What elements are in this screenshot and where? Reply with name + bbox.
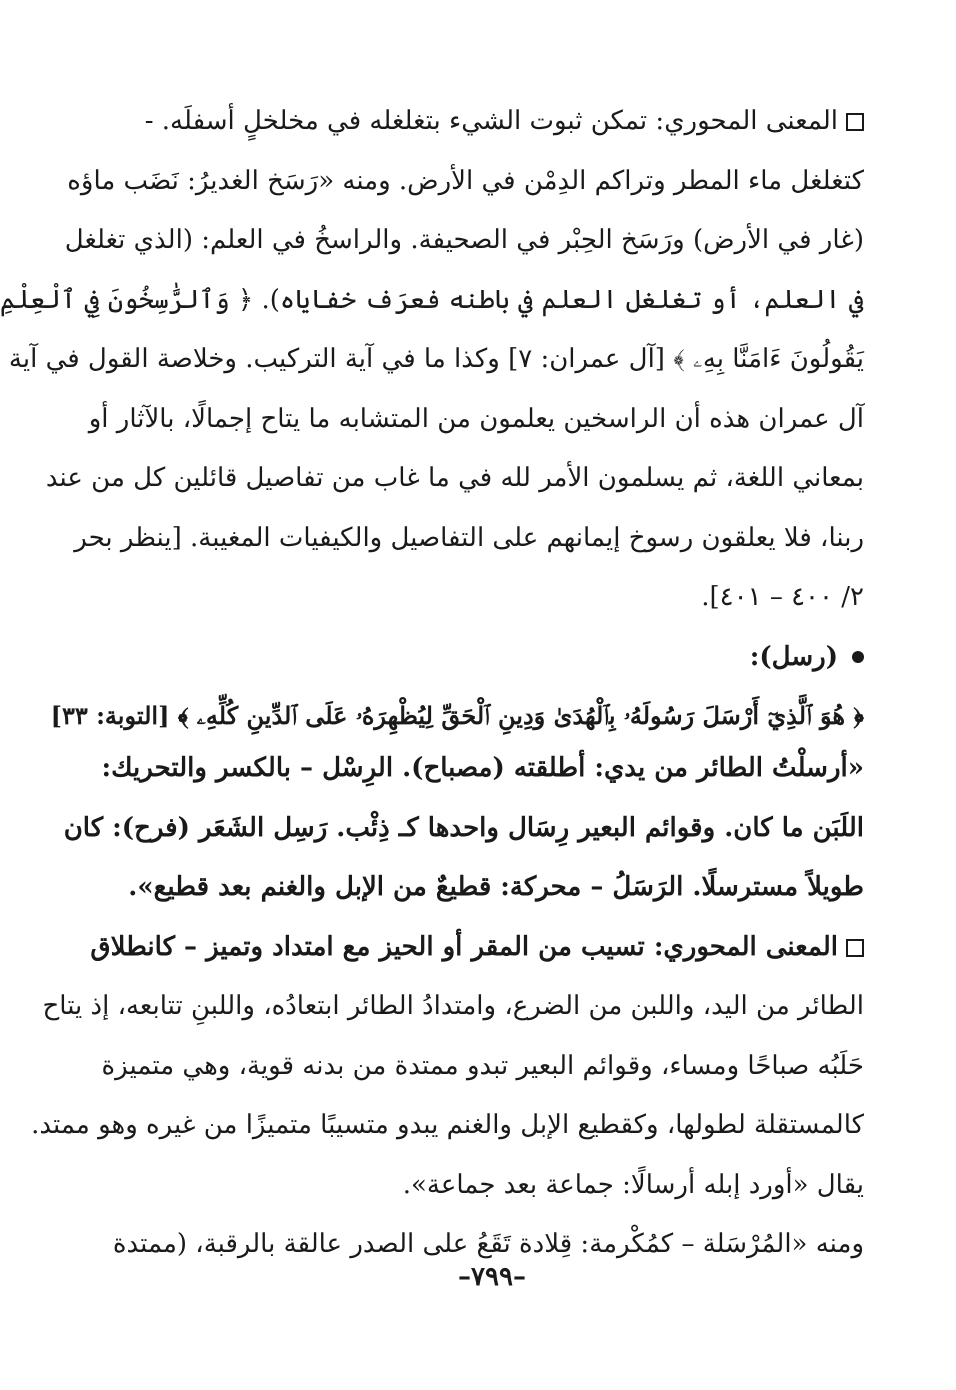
text-line: الطائر من اليد، واللبن من الضرع، وامتدادُ الطائر ابتعادُه، واللبنِ تتابعه، إذ يتاح	[42, 991, 864, 1021]
line-text: المعنى المحوري: تسيب من المقر أو الحيز مع امتداد وتميز – كانطلاق	[90, 931, 838, 962]
dictionary-quote	[63, 739, 864, 918]
text-line: يَقُولُونَ ءَامَنَّا بِهِۦ ﴾ [آل عمران: ٧] وكذا ما في آية التركيب. وخلاصة القول في آية	[8, 344, 864, 374]
page-number: –٧٩٩–	[458, 1262, 526, 1292]
bullet-icon	[852, 651, 864, 663]
text-line: (غار في الأرض) ورَسَخ الحِبْر في الصحيفة. والراسخُ في العلم: (الذي تغلغل	[64, 225, 864, 255]
quran-verse: ﴿ هُوَ ٱلَّذِيٓ أَرْسَلَ رَسُولَهُۥ بِٱلْهُدَىٰ وَدِينِ ٱلْحَقِّ لِيُظْهِرَهُۥ عَلَى ٱلدِّينِ كُلِّهِۦ ﴾ [التوبة: ٣٣]	[50, 701, 864, 730]
heading-text: (رسل):	[749, 641, 838, 672]
text-line: حَلَبُه صباحًا ومساء، وقوائم البعير تبدو ممتدة من بدنه قوية، وهي متميزة	[101, 1050, 864, 1081]
text-line: بمعاني اللغة، ثم يسلمون الأمر لله في ما غاب من تفاصيل قائلين كل من عند	[45, 463, 864, 493]
text-line: في العلم، أو تغلغل العلم في باطنه فعرَف خفاياه). ﴿ وَٱلرَّٰسِخُونَ فِي ٱلْعِلْمِ	[0, 284, 864, 315]
text-line: يقال «أورد إبله أرسالًا: جماعة بعد جماعة».	[402, 1169, 864, 1200]
text-line	[144, 92, 864, 152]
text-line: «أرسلْتُ الطائر من يدي: أطلقته (مصباح). الرِسْل – بالكسر والتحريك:	[101, 753, 864, 783]
text-line: اللَبَن ما كان. وقوائم البعير رِسَال واحدها كـ ذِئْب. رَسِل الشَعَر (فرح): كان	[63, 812, 864, 843]
page-body	[0, 92, 864, 1275]
text-line: ٢/ ٤٠٠ – ٤٠١].	[701, 582, 864, 612]
text-line: طويلاً مسترسلًا. الرَسَلُ – محركة: قطيعٌ من الإبل والغنم بعد قطيع».	[128, 872, 864, 902]
text-line: آل عمران هذه أن الراسخين يعلمون من المتشابه ما يتاح إجمالًا، بالآثار أو	[88, 403, 864, 434]
section-rasakha	[0, 92, 864, 628]
square-box-icon	[846, 939, 864, 957]
text-line: كالمستقلة لطولها، وكقطيع الإبل والغنم يبدو متسيبًا متميزًا من غيره وهو ممتد.	[31, 1110, 864, 1140]
text-line	[90, 918, 864, 978]
square-box-icon	[846, 113, 864, 131]
section-rasala	[31, 918, 864, 1275]
entry-heading	[156, 628, 864, 688]
text-line: كتغلغل ماء المطر وتراكم الدِمْن في الأرض. ومنه «رَسَخ الغديرُ: نَضَب ماؤه	[67, 165, 864, 196]
line-text: المعنى المحوري: تمكن ثبوت الشيء بتغلغله في مخلخلٍ أسفلَه. -	[144, 106, 838, 136]
text-line: ربنا، فلا يعلقون رسوخ إيمانهم على التفاصيل والكيفيات المغيبة. [ينظر بحر	[74, 522, 864, 553]
text-line: ومنه «المُرْسَلة – كمُكْرمة: قِلادة تَقَعُ على الصدر عالقة بالرقبة، (ممتدة	[112, 1229, 864, 1259]
